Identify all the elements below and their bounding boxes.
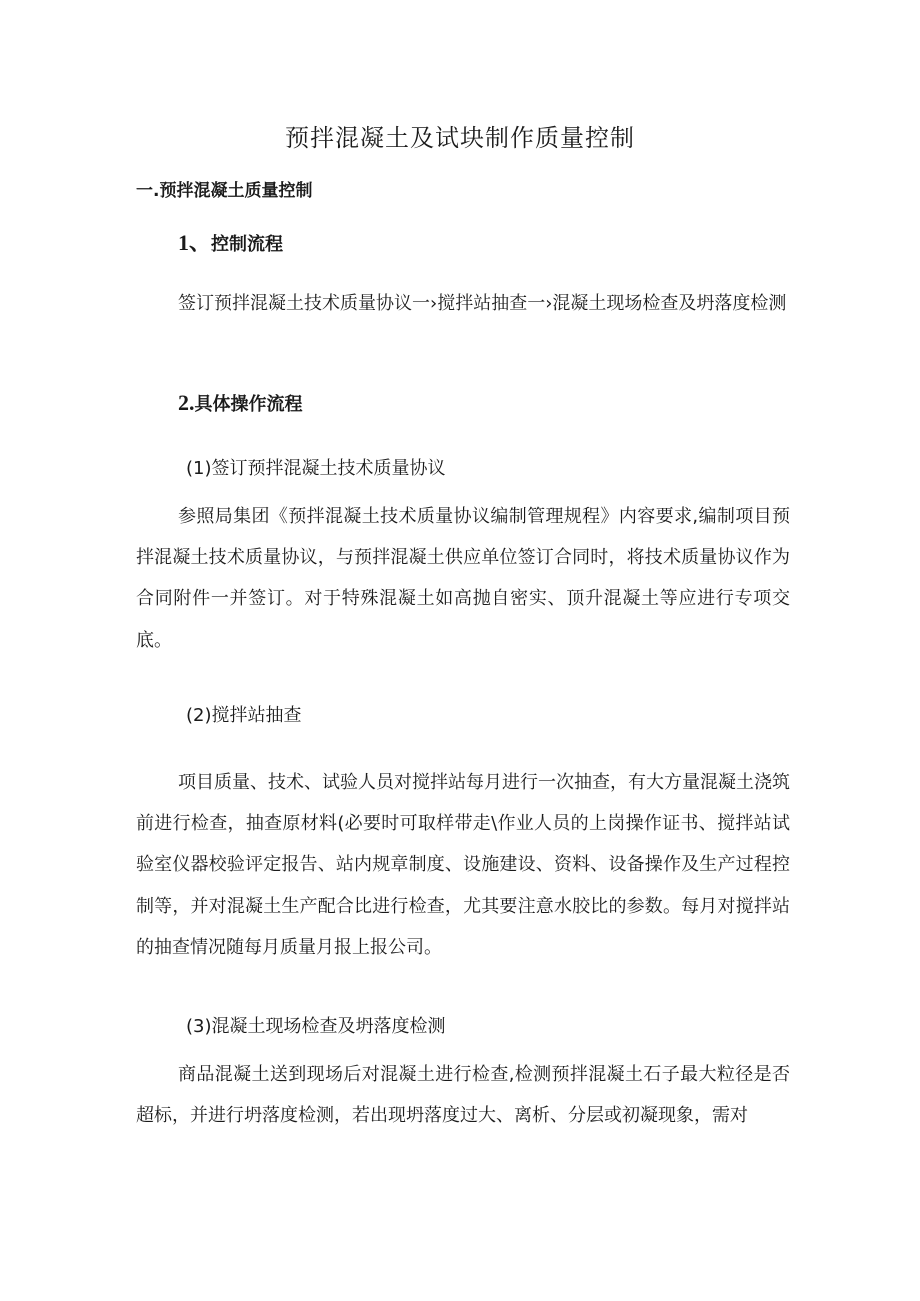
item-heading-3: (3)混凝土现场检查及坍落度检测 [186, 1016, 446, 1037]
item-heading-1: (1)签订预拌混凝土技术质量协议 [186, 458, 446, 479]
subsection-number-1: 1、 [178, 230, 212, 255]
item-text-2: 项目质量、技术、试验人员对搅拌站每月进行一次抽查，有大方量混凝土浇筑前进行检查，抽查原材料(必要时可取样带走\作业人员的上岗操作证书、搅拌站试验室仪器校验评定报告、站内规章制度、设施建设、资料、设备操作及生产过程控制等，并对混凝土生产配合比进行检查，尤其要注意水胶比的参数。每月对搅拌站的抽查情况随每月质量月报上报公司。 [136, 772, 790, 958]
item-paragraph-2 [136, 762, 790, 968]
subsection-number-2: 2. [178, 390, 195, 415]
item-paragraph-1 [136, 496, 790, 661]
subsection-heading-1 [178, 226, 283, 257]
item-paragraph-3 [136, 1054, 790, 1136]
item-heading-2: (2)搅拌站抽查 [186, 705, 302, 726]
subsection-title-1: 控制流程 [211, 234, 284, 255]
subsection-title-2: 具体操作流程 [194, 394, 303, 415]
flow-paragraph [136, 283, 790, 324]
item-text-1: 参照局集团《预拌混凝土技术质量协议编制管理规程》内容要求,编制项目预拌混凝土技术质量协议，与预拌混凝土供应单位签订合同时，将技术质量协议作为合同附件一并签订。对于特殊混凝土如高抛自密实、顶升混凝土等应进行专项交底。 [136, 506, 790, 651]
item-text-3: 商品混凝土送到现场后对混凝土进行检查,检测预拌混凝土石子最大粒径是否超标，并进行坍落度检测，若出现坍落度过大、离析、分层或初凝现象，需对 [136, 1064, 790, 1127]
section-heading: 一.预拌混凝土质量控制 [136, 181, 313, 201]
document-title: 预拌混凝土及试块制作质量控制 [285, 124, 635, 152]
flow-text: 签订预拌混凝土技术质量协议一›搅拌站抽查一›混凝土现场检查及坍落度检测 [178, 293, 787, 314]
subsection-heading-2 [178, 390, 303, 416]
